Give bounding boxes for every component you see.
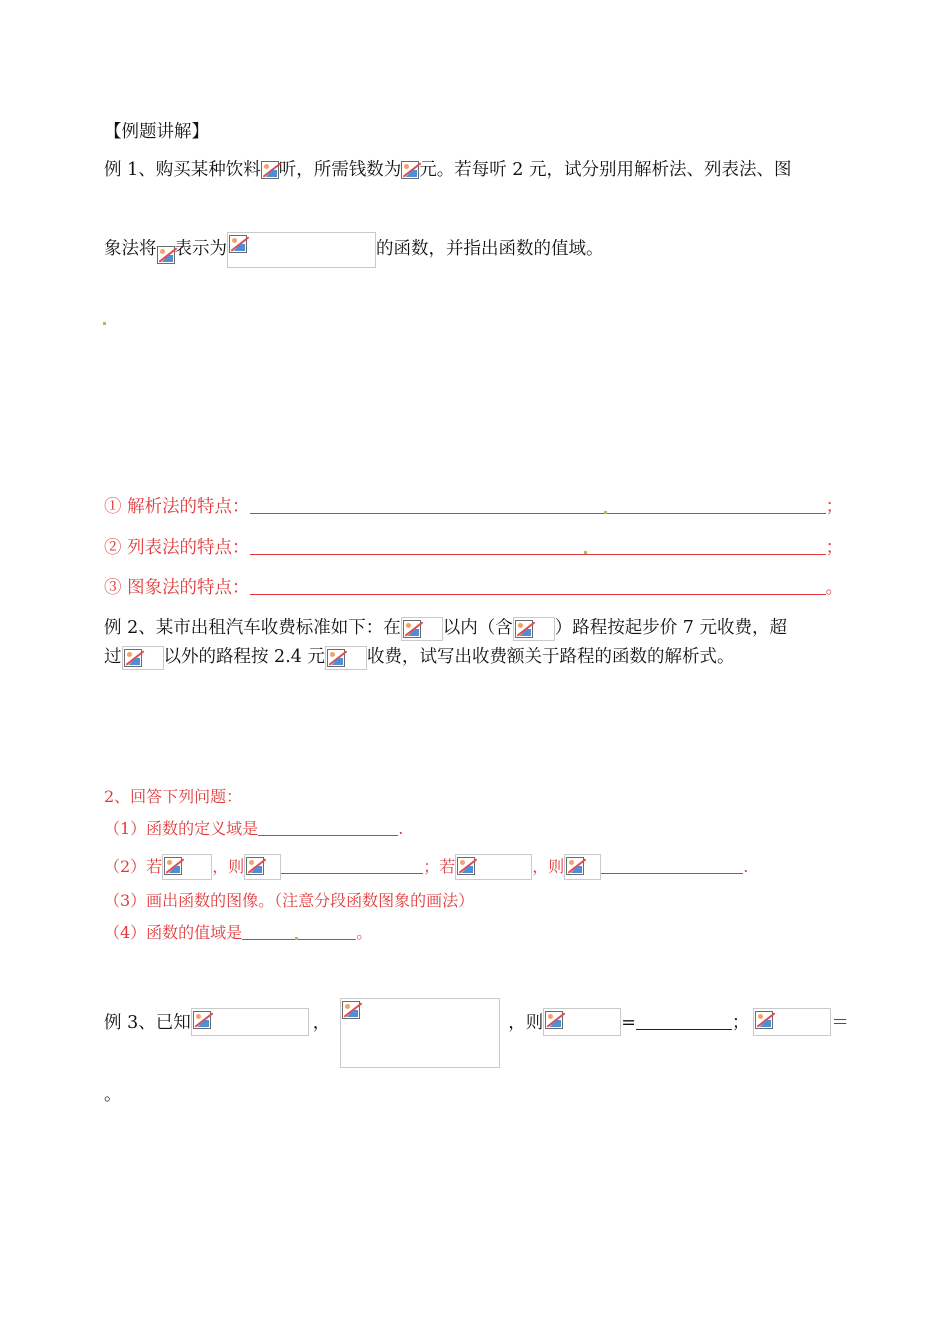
artifact-dot — [584, 551, 587, 554]
formula-image-icon — [515, 620, 533, 638]
formula-image-icon — [193, 1011, 211, 1029]
formula-image-icon — [246, 857, 264, 875]
formula-image-icon — [157, 246, 175, 264]
ex3-text: ， — [312, 1013, 331, 1033]
q2-item-1 — [104, 818, 403, 840]
formula-image-icon — [457, 857, 475, 875]
answer-blank[interactable] — [601, 856, 743, 874]
q2-text: ；若 — [423, 857, 456, 876]
feature-end: ； — [825, 538, 844, 558]
formula-image-icon — [755, 1011, 773, 1029]
formula-image-frame — [325, 646, 367, 670]
ex1-text: 表示为 — [174, 239, 227, 259]
q2-text: ，则 — [212, 857, 245, 876]
formula-image-icon — [327, 649, 345, 667]
q2-item-2 — [104, 854, 748, 876]
example-2-line-1 — [104, 617, 787, 639]
ex1-text: 元。若每听 2 元，试分别用解析法、列表法、图 — [419, 160, 792, 180]
answer-blank[interactable] — [281, 856, 423, 874]
q2-text: ，则 — [532, 857, 565, 876]
feature-label: ① 解析法的特点： — [104, 497, 250, 517]
formula-image-icon — [403, 620, 421, 638]
ex1-text: 的函数，并指出函数的值域。 — [376, 239, 604, 259]
formula-image-icon — [261, 161, 279, 179]
formula-image-frame — [564, 854, 601, 880]
formula-image-icon — [545, 1011, 563, 1029]
formula-image-frame — [244, 854, 281, 880]
q2-text: 。 — [356, 923, 373, 942]
ex2-text: 以外的路程按 2.4 元 — [163, 647, 325, 667]
formula-image-frame — [401, 617, 443, 641]
feature-end: ； — [825, 497, 844, 517]
ex3-text: ＝ — [831, 1013, 849, 1033]
feature-analytic — [104, 496, 843, 518]
feature-end: 。 — [825, 578, 844, 598]
formula-image-frame — [191, 1008, 309, 1036]
q2-text: . — [743, 857, 749, 876]
feature-table — [104, 537, 843, 559]
formula-image-icon — [164, 857, 182, 875]
formula-image-frame — [543, 1008, 621, 1036]
formula-image-icon — [124, 649, 142, 667]
ex2-text: ）路程按起步价 7 元收费，超 — [554, 618, 787, 638]
artifact-dot — [295, 937, 298, 940]
q2-title: 2、回答下列问题： — [104, 787, 243, 806]
answer-blank[interactable] — [242, 922, 356, 940]
q2-item-3: （3）画出函数的图像。（注意分段函数图象的画法） — [104, 891, 475, 910]
formula-image-frame — [162, 854, 212, 880]
formula-image-frame-large — [340, 998, 500, 1068]
q2-text: （1）函数的定义域是 — [104, 819, 259, 838]
answer-blank[interactable] — [250, 537, 826, 555]
ex3-text: ； — [731, 1013, 750, 1033]
ex1-text: 例 1、购买某种饮料 — [104, 160, 261, 180]
feature-graph — [104, 577, 843, 599]
q2-text: （2）若 — [104, 857, 163, 876]
answer-blank[interactable] — [258, 818, 398, 836]
example-1-line-1 — [104, 159, 791, 181]
ex3-text: = — [621, 1013, 636, 1033]
feature-label: ③ 图象法的特点： — [104, 578, 250, 598]
answer-blank[interactable] — [636, 1012, 732, 1030]
example-3-end: 。 — [104, 1085, 122, 1105]
q2-text: . — [398, 819, 404, 838]
q2-item-4 — [104, 922, 372, 944]
section-heading: 【例题讲解】 — [104, 122, 209, 142]
formula-image-icon — [229, 235, 247, 253]
answer-blank[interactable] — [250, 577, 826, 595]
formula-image-icon — [342, 1001, 360, 1019]
example-2-line-2 — [104, 646, 734, 668]
feature-label: ② 列表法的特点： — [104, 538, 250, 558]
ex2-text: 例 2、某市出租汽车收费标准如下：在 — [104, 618, 401, 638]
ex1-text: 听，所需钱数为 — [278, 160, 402, 180]
artifact-dot — [604, 511, 607, 514]
formula-image-icon — [566, 857, 584, 875]
example-3 — [104, 998, 849, 1033]
formula-image-frame — [122, 646, 164, 670]
formula-image-frame — [513, 617, 555, 641]
artifact-dot — [103, 322, 106, 325]
ex2-text: 收费，试写出收费额关于路程的函数的解析式。 — [366, 647, 735, 667]
q2-text: （4）函数的值域是 — [104, 923, 243, 942]
formula-image-frame — [753, 1008, 831, 1036]
ex2-text: 过 — [104, 647, 122, 667]
formula-image-frame — [455, 854, 532, 880]
formula-image-icon — [401, 161, 419, 179]
ex1-text: 象法将 — [104, 239, 157, 259]
formula-image-frame — [227, 232, 376, 268]
ex2-text: 以内（含 — [442, 618, 513, 638]
example-1-line-2 — [104, 232, 604, 259]
answer-blank[interactable] — [250, 496, 826, 514]
ex3-text: ，则 — [508, 1013, 544, 1033]
ex3-text: 例 3、已知 — [104, 1013, 191, 1033]
